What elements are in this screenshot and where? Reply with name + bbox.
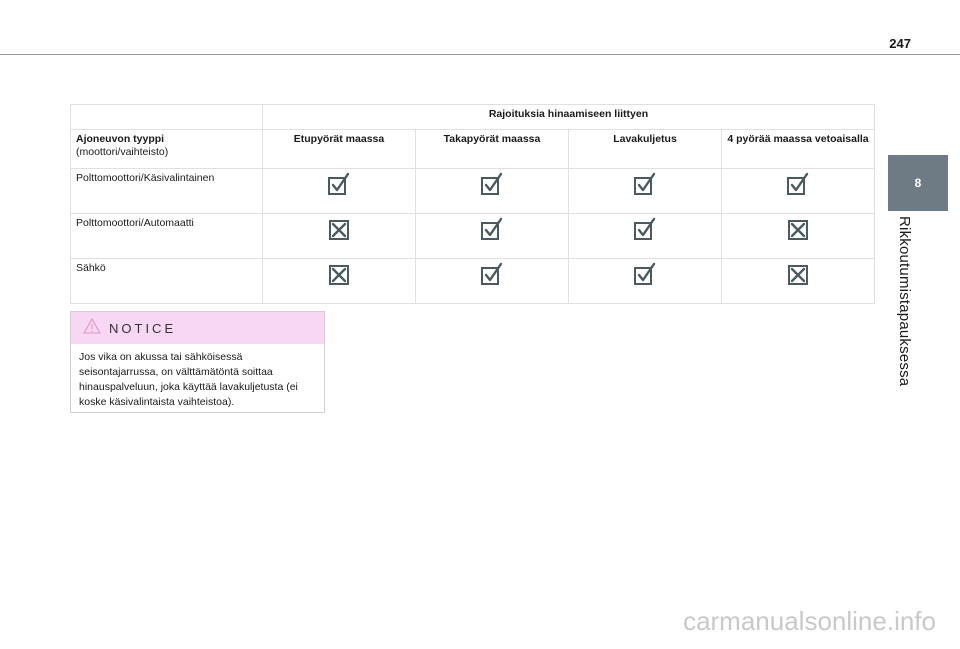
chapter-tab-number: 8 [914,176,922,190]
check-icon [632,172,658,198]
table-cell [263,259,416,304]
table-cell [722,214,875,259]
table-row [71,259,875,304]
vehicle-type-title: Ajoneuvon tyyppi [76,133,165,145]
cross-icon [785,262,811,288]
empty-header-cell [71,105,263,130]
table-cell [263,169,416,214]
check-icon [785,172,811,198]
column-header: Lavakuljetus [569,130,722,169]
page-number: 247 [889,36,911,51]
table-cell [416,169,569,214]
notice-title: NOTICE [109,320,177,336]
cross-icon [326,262,352,288]
table-cell [722,259,875,304]
table-cell [416,214,569,259]
group-header: Rajoituksia hinaamiseen liittyen [263,105,875,130]
table-row [71,169,875,214]
chapter-tab[interactable] [888,155,948,211]
vehicle-type-subtitle: (moottori/vaihteisto) [76,146,169,158]
check-icon [632,217,658,243]
table-cell [569,169,722,214]
check-icon [479,262,505,288]
towing-limits-table [70,104,875,304]
table-cell [722,169,875,214]
table-column-header-row [71,130,875,169]
row-label: Polttomoottori/Automaatti [71,214,263,259]
table-cell [416,259,569,304]
table-group-header-row [71,105,875,130]
check-icon [632,262,658,288]
check-icon [479,172,505,198]
top-divider [0,54,960,55]
table-cell [263,214,416,259]
watermark: carmanualsonline.info [683,606,936,636]
notice-body: Jos vika on akussa tai sähköisessä seisontajarrussa, on välttämätöntä soittaa hinauspalveluun, joka käyttää lavakuljetusta (ei koske käsivalintaista vaihteistoa). [79,351,298,408]
row-label: Polttomoottori/Käsivalintainen [71,169,263,214]
check-icon [326,172,352,198]
table-row [71,214,875,259]
column-header: 4 pyörää maassa vetoaisalla [722,130,875,169]
warning-triangle-icon [83,318,101,339]
notice-box [70,311,325,413]
check-icon [479,217,505,243]
table-cell [569,214,722,259]
column-header: Takapyörät maassa [416,130,569,169]
row-label: Sähkö [71,259,263,304]
cross-icon [785,217,811,243]
column-header: Etupyörät maassa [263,130,416,169]
table-cell [569,259,722,304]
table-body [71,169,875,304]
notice-header [71,312,324,344]
chapter-title: Rikkoutumistapauksessa [896,216,913,387]
cross-icon [326,217,352,243]
vehicle-type-header [71,130,263,169]
